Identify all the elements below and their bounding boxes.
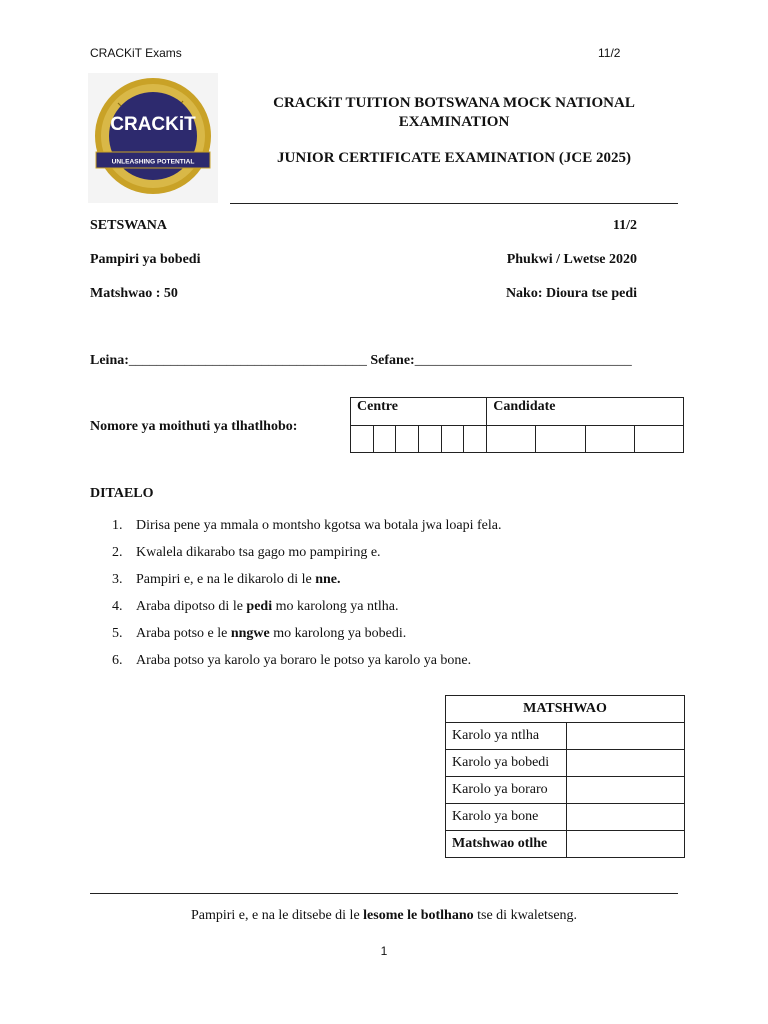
centre-header: Centre: [351, 398, 487, 426]
candidate-digit-box[interactable]: [487, 426, 536, 453]
instructions-heading: DITAELO: [90, 486, 154, 501]
marks-total-cell[interactable]: [567, 831, 685, 858]
logo-tagline: UNLEASHING POTENTIAL: [111, 158, 195, 166]
centre-digit-box[interactable]: [441, 426, 464, 453]
total-marks: Matshwao : 50: [90, 286, 178, 301]
instruction-item: 2. Kwalela dikarabo tsa gago mo pampiring e.: [112, 545, 381, 560]
candidate-number-table: [350, 397, 684, 453]
centre-digit-box[interactable]: [373, 426, 396, 453]
header-right: 11/2: [598, 46, 621, 60]
exam-title: [230, 94, 678, 132]
exam-duration: Nako: Dioura tse pedi: [505, 286, 637, 301]
marks-table-heading: MATSHWAO: [446, 696, 685, 723]
divider-top: [230, 203, 678, 204]
candidate-digit-box[interactable]: [536, 426, 585, 453]
table-row: Karolo ya ntlha: [446, 723, 685, 750]
divider-bottom: [90, 893, 678, 894]
instruction-item: 3. Pampiri e, e na le dikarolo di le nne.: [112, 572, 341, 587]
exam-title-line1: CRACKiT TUITION BOTSWANA MOCK NATIONAL: [273, 95, 635, 111]
table-row: Karolo ya boraro: [446, 777, 685, 804]
page-number: 1: [380, 944, 388, 958]
candidate-number-label: Nomore ya moithuti ya tlhatlhobo:: [90, 419, 298, 434]
marks-table: [445, 695, 685, 858]
candidate-digit-box[interactable]: [585, 426, 634, 453]
exam-subtitle: JUNIOR CERTIFICATE EXAMINATION (JCE 2025): [277, 150, 631, 166]
instruction-item: 1. Dirisa pene ya mmala o montsho kgotsa wa botala jwa loapi fela.: [112, 518, 502, 533]
header-left: CRACKiT Exams: [90, 46, 182, 60]
marks-cell[interactable]: [567, 804, 685, 831]
surname-label: Sefane:: [370, 353, 415, 368]
centre-digit-box[interactable]: [464, 426, 487, 453]
marks-cell[interactable]: [567, 723, 685, 750]
page-count-note: Pampiri e, e na le ditsebe di le lesome le botlhano tse di kwaletseng.: [190, 908, 578, 923]
name-surname-row: [90, 353, 632, 369]
candidate-digit-box[interactable]: [634, 426, 683, 453]
name-field[interactable]: __________________________________: [128, 353, 367, 368]
instruction-item: 6. Araba potso ya karolo ya boraro le potso ya karolo ya bone.: [112, 653, 472, 668]
subject: SETSWANA: [90, 218, 168, 233]
centre-digit-box[interactable]: [419, 426, 442, 453]
table-row: Karolo ya bone: [446, 804, 685, 831]
instructions-list: [112, 517, 501, 679]
crackit-logo: [88, 73, 218, 203]
exam-date: Phukwi / Lwetse 2020: [506, 252, 637, 267]
instruction-item: 4. Araba dipotso di le pedi mo karolong ya ntlha.: [112, 599, 399, 614]
exam-title-line2: EXAMINATION: [398, 114, 510, 130]
candidate-header: Candidate: [487, 398, 684, 426]
surname-field[interactable]: _______________________________: [414, 353, 632, 368]
table-row: Matshwao otlhe: [446, 831, 685, 858]
name-label: Leina:: [90, 353, 129, 368]
centre-digit-box[interactable]: [396, 426, 419, 453]
paper-code: 11/2: [612, 218, 637, 233]
paper-name: Pampiri ya bobedi: [90, 252, 201, 267]
centre-digit-box[interactable]: [351, 426, 374, 453]
logo-brand-text: CRACKiT: [110, 114, 196, 135]
marks-cell[interactable]: [567, 777, 685, 804]
marks-cell[interactable]: [567, 750, 685, 777]
instruction-item: 5. Araba potso e le nngwe mo karolong ya bobedi.: [112, 626, 407, 641]
table-row: Karolo ya bobedi: [446, 750, 685, 777]
